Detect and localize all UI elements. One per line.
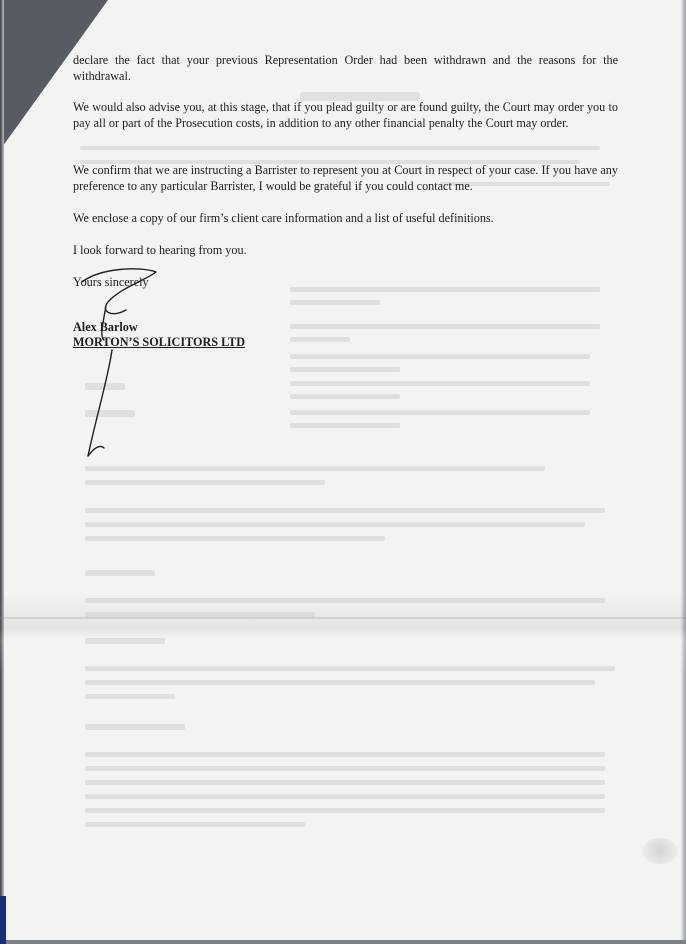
paragraph-representation-order: declare the fact that your previous Representation Order had been withdrawn and the reasons for the withdrawal. <box>73 53 618 83</box>
paragraph-enclosures: We enclose a copy of our firm’s client care information and a list of useful definitions. <box>73 211 494 225</box>
signatory-name: Alex Barlow <box>73 320 138 334</box>
paragraph-prosecution-costs: We would also advise you, at this stage, that if you plead guilty or are found guilty, the Court may order you to pay all or part of the Prosecution costs, in addition to any other financial penalty the Court may order. <box>73 100 618 130</box>
closing-salutation: Yours sincerely <box>73 275 149 289</box>
firm-name: MORTON’S SOLICITORS LTD <box>73 335 246 349</box>
paragraph-closing-line: I look forward to hearing from you. <box>73 243 247 257</box>
paragraph-barrister: We confirm that we are instructing a Barrister to represent you at Court in respect of your case. If you have any preference to any particular Barrister, I would be grateful if you could contact me. <box>73 163 618 193</box>
handwritten-signature <box>60 258 190 473</box>
